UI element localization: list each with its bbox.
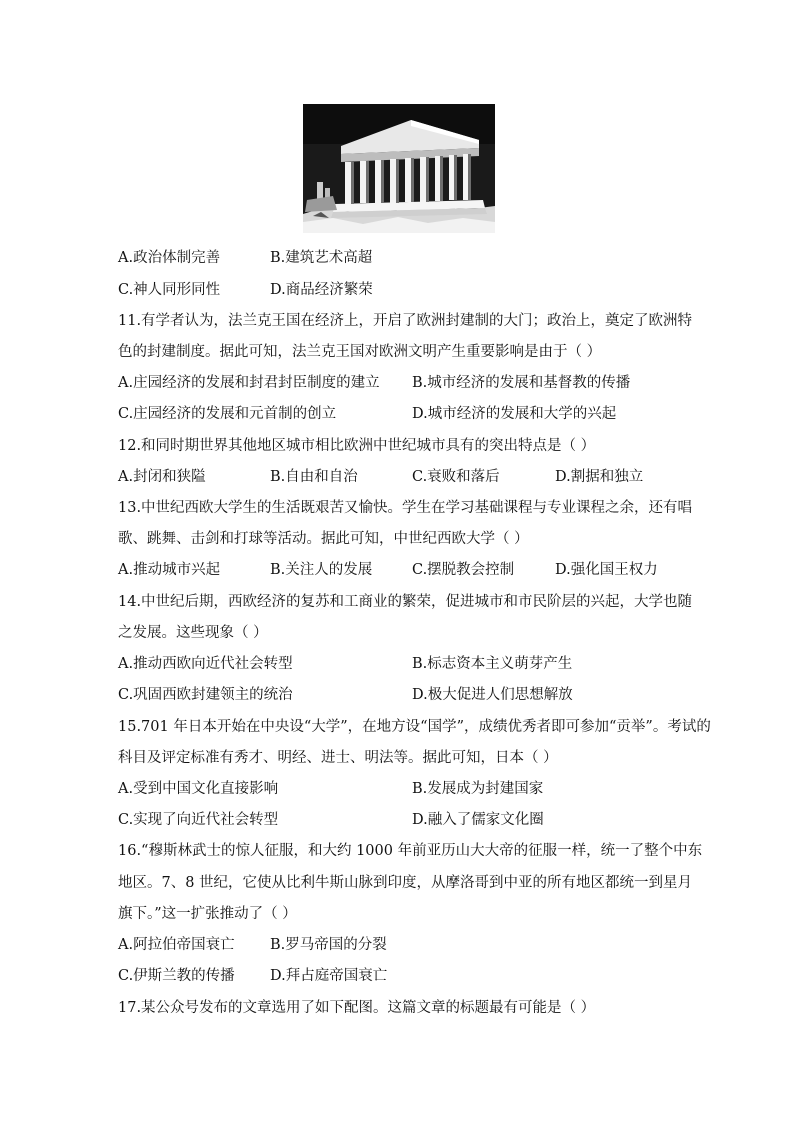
q14-option-a: A.推动西欧向近代社会转型 xyxy=(118,656,293,672)
q16-option-c: C.伊斯兰教的传播 xyxy=(118,968,235,984)
q11-option-a: A.庄园经济的发展和封君封臣制度的建立 xyxy=(118,375,380,391)
q16-stem-line1: 16.“穆斯林武士的惊人征服，和大约 1000 年前亚历山大大帝的征服一样，统一了整个中东 xyxy=(118,843,703,859)
q16-option-a: A.阿拉伯帝国衰亡 xyxy=(118,937,235,953)
q16-stem-line2: 地区。7、8 世纪，它使从比利牛斯山脉到印度，从摩洛哥到中亚的所有地区都统一到星月 xyxy=(118,875,693,891)
q14-stem-line2: 之发展。这些现象（ ） xyxy=(118,625,268,641)
q13-stem-line1: 13.中世纪西欧大学生的生活既艰苦又愉快。学生在学习基础课程与专业课程之余，还有唱 xyxy=(118,500,693,516)
q13-option-c: C.摆脱教会控制 xyxy=(412,562,515,578)
q11-option-b: B.城市经济的发展和基督教的传播 xyxy=(412,375,631,391)
q17-stem-line1: 17.某公众号发布的文章选用了如下配图。这篇文章的标题最有可能是（ ） xyxy=(118,1000,596,1016)
parthenon-photo-icon xyxy=(303,104,495,233)
q10-option-b: B.建筑艺术高超 xyxy=(270,250,373,266)
q13-option-d: D.强化国王权力 xyxy=(555,562,658,578)
q15-option-b: B.发展成为封建国家 xyxy=(412,781,544,797)
q13-option-a: A.推动城市兴起 xyxy=(118,562,221,578)
q16-option-b: B.罗马帝国的分裂 xyxy=(270,937,387,953)
q15-option-a: A.受到中国文化直接影响 xyxy=(118,781,279,797)
q13-stem-line2: 歌、跳舞、击剑和打球等活动。据此可知，中世纪西欧大学（ ） xyxy=(118,531,529,547)
q14-option-d: D.极大促进人们思想解放 xyxy=(412,687,573,703)
q11-option-d: D.城市经济的发展和大学的兴起 xyxy=(412,406,617,422)
q14-option-b: B.标志资本主义萌芽产生 xyxy=(412,656,573,672)
q15-stem-line2: 科目及评定标准有秀才、明经、进士、明法等。据此可知，日本（ ） xyxy=(118,750,558,766)
q12-option-b: B.自由和自治 xyxy=(270,469,358,485)
q10-option-d: D.商品经济繁荣 xyxy=(270,282,373,298)
q15-stem-line1: 15.701 年日本开始在中央设“大学”，在地方设“国学”，成绩优秀者即可参加“贡举”。考试的 xyxy=(118,719,711,735)
q10-option-c: C.神人同形同性 xyxy=(118,282,221,298)
q11-stem-line1: 11.有学者认为，法兰克王国在经济上，开启了欧洲封建制的大门；政治上，奠定了欧洲特 xyxy=(118,313,693,329)
q16-stem-line3: 旗下。”这一扩张推动了（ ） xyxy=(118,906,297,922)
q11-option-c: C.庄园经济的发展和元首制的创立 xyxy=(118,406,337,422)
q16-option-d: D.拜占庭帝国衰亡 xyxy=(270,968,388,984)
q11-stem-line2: 色的封建制度。据此可知，法兰克王国对欧洲文明产生重要影响是由于（ ） xyxy=(118,344,602,360)
q12-stem-line1: 12.和同时期世界其他地区城市相比欧洲中世纪城市具有的突出特点是（ ） xyxy=(118,438,596,454)
q12-option-d: D.割据和独立 xyxy=(555,469,644,485)
q13-option-b: B.关注人的发展 xyxy=(270,562,373,578)
q15-option-d: D.融入了儒家文化圈 xyxy=(412,812,544,828)
q14-stem-line1: 14.中世纪后期，西欧经济的复苏和工商业的繁荣，促进城市和市民阶层的兴起，大学也随 xyxy=(118,594,693,610)
q15-option-c: C.实现了向近代社会转型 xyxy=(118,812,279,828)
q12-option-c: C.衰败和落后 xyxy=(412,469,500,485)
q12-option-a: A.封闭和狭隘 xyxy=(118,469,206,485)
q14-option-c: C.巩固西欧封建领主的统治 xyxy=(118,687,293,703)
q10-option-a: A.政治体制完善 xyxy=(118,250,221,266)
